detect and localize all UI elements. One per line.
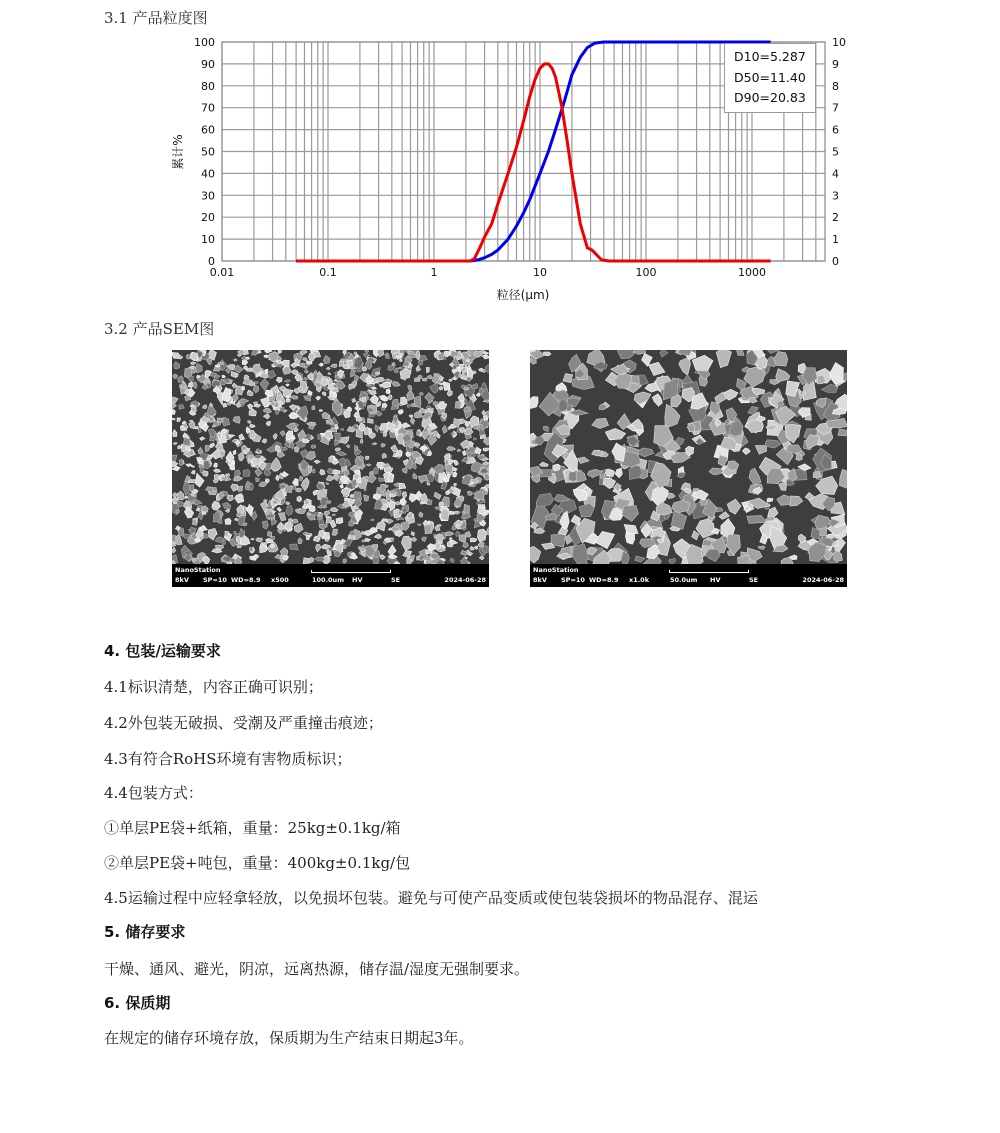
y-left-tick-label: 30 [201, 189, 215, 203]
shelf-life-text: 在规定的储存环境存放，保质期为生产结束日期起3年。 [104, 1029, 474, 1047]
y-left-tick-label: 80 [201, 79, 215, 93]
sem-micrograph-fine [172, 350, 489, 564]
y-left-tick-label: 70 [201, 101, 215, 115]
chart-canvas [0, 0, 1000, 310]
x-tick-label: 10 [533, 266, 547, 279]
x-axis-label: 粒径(μm) [496, 288, 550, 302]
sem-spot: SP=10 [561, 576, 585, 584]
y-right-tick-label: 2 [832, 211, 839, 225]
sem-scale-bar [311, 572, 391, 573]
y-axis-label: 累计% [171, 134, 185, 170]
sem-scale-label: 100.0um [312, 576, 344, 584]
y-left-tick-label: 40 [201, 167, 215, 181]
sem-image-x500 [172, 350, 489, 587]
section-5-heading: 5. 储存要求 [104, 923, 186, 941]
sem-scale-label: 50.0um [670, 576, 698, 584]
frequency-curve-red [296, 64, 771, 261]
y-right-tick-label: 8 [832, 79, 839, 93]
d10-value: D10=5.287 [734, 49, 806, 64]
storage-requirements-text: 干燥、通风、避光，阴凉，远离热源，储存温/湿度无强制要求。 [104, 960, 530, 978]
y-right-tick-label: 7 [832, 101, 839, 115]
sem-brand: NanoStation [533, 566, 579, 574]
sem-info-bar [530, 564, 847, 587]
sem-hv: HV [352, 576, 363, 584]
sem-wd: WD=8.9 [231, 576, 261, 584]
y-right-tick-label: 6 [832, 123, 839, 137]
section-4-heading: 4. 包装/运输要求 [104, 642, 221, 660]
packaging-item-4-3: 4.3有符合RoHS环境有害物质标识； [104, 750, 352, 768]
section-3-1-title: 3.1 产品粒度图 [104, 9, 208, 27]
sem-micrograph-coarse [530, 350, 847, 564]
sem-brand: NanoStation [175, 566, 221, 574]
d50-value: D50=11.40 [734, 69, 806, 85]
y-left-tick-label: 10 [201, 233, 215, 247]
packaging-item-4-5: 4.5运输过程中应轻拿轻放，以免损坏包装。避免与可使产品变质或使包装袋损坏的物品混存、混运 [104, 889, 758, 907]
y-left-tick-label: 100 [194, 36, 215, 49]
x-tick-label: 0.1 [319, 266, 337, 279]
y-right-tick-label: 5 [832, 145, 839, 159]
y-right-tick-label: 1 [832, 233, 839, 247]
sem-spot: SP=10 [203, 576, 227, 584]
sem-mode: SE [749, 576, 759, 584]
y-left-tick-label: 20 [201, 211, 215, 225]
sem-info-bar [172, 564, 489, 587]
packaging-item-4-4: 4.4包装方式： [104, 784, 203, 802]
sem-date: 2024-06-28 [802, 576, 844, 584]
sem-mode: SE [391, 576, 401, 584]
packaging-option-2: ②单层PE袋+吨包，重量：400kg±0.1kg/包 [104, 854, 411, 872]
sem-date: 2024-06-28 [444, 576, 486, 584]
d90-value: D90=20.83 [734, 90, 806, 105]
particle-size-chart [0, 0, 1000, 310]
sem-wd: WD=8.9 [589, 576, 619, 584]
y-left-tick-label: 0 [208, 255, 215, 268]
sem-voltage: 8kV [175, 576, 189, 584]
x-tick-label: 1000 [738, 266, 766, 279]
packaging-option-1: ①单层PE袋+纸箱，重量：25kg±0.1kg/箱 [104, 819, 401, 837]
packaging-item-4-2: 4.2外包装无破损、受潮及严重撞击痕迹； [104, 714, 383, 732]
sem-scale-bar [669, 572, 749, 573]
chart-legend-dvalues [724, 43, 816, 113]
y-right-tick-label: 3 [832, 189, 839, 203]
y-right-tick-label: 0 [832, 255, 839, 268]
section-3-2-title: 3.2 产品SEM图 [104, 320, 215, 338]
y-right-tick-label: 9 [832, 57, 839, 71]
sem-voltage: 8kV [533, 576, 547, 584]
x-tick-label: 0.01 [209, 266, 235, 279]
x-tick-label: 1 [430, 266, 438, 279]
y-right-tick-label: 4 [832, 167, 839, 181]
y-right-tick-label: 10 [832, 36, 846, 49]
sem-magnification: x500 [271, 576, 289, 584]
sem-hv: HV [710, 576, 721, 584]
y-left-tick-label: 50 [201, 145, 215, 159]
sem-magnification: x1.0k [629, 576, 650, 584]
packaging-item-4-1: 4.1标识清楚，内容正确可识别； [104, 678, 323, 696]
section-6-heading: 6. 保质期 [104, 994, 171, 1012]
y-left-tick-label: 90 [201, 57, 215, 71]
sem-image-x1k [530, 350, 847, 587]
y-left-tick-label: 60 [201, 123, 215, 137]
x-tick-label: 100 [635, 266, 657, 279]
